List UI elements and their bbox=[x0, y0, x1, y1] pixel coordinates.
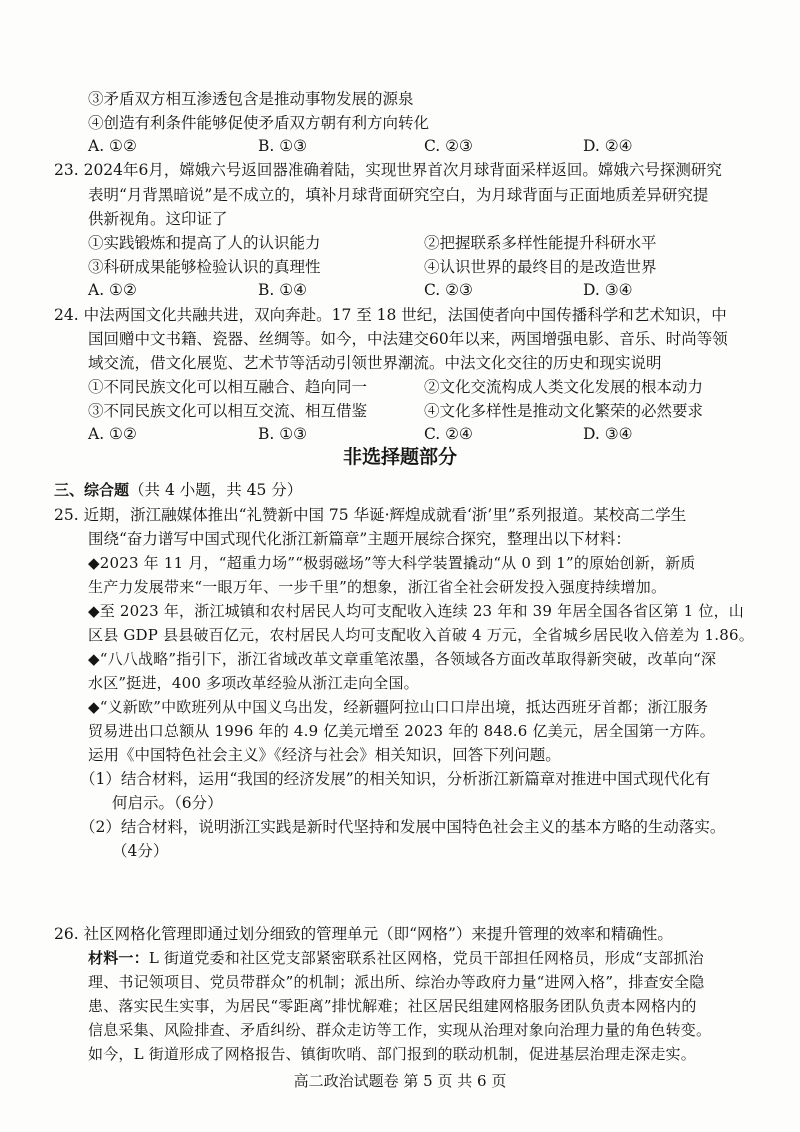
q25-bullet-1-line-1: ◆2023 年 11 月，“超重力场”“极弱磁场”等大科学装置撬动“从 0 到 1”的原始创新，新质 bbox=[88, 554, 696, 572]
q26-material-1-line-3: 患、落实民生实事，为居民“零距离”排忧解难；社区居民组建网格服务团队负责本网格内的 bbox=[88, 997, 697, 1015]
q25-bullet-3-line-1: ◆“八八战略”指引下，浙江省域改革文章重笔浓墨，各领域各方面改革取得新突破，改革向“深 bbox=[88, 650, 717, 668]
q26-material-1-text-1: L 街道党委和社区党支部紧密联系社区网格，党员干部担任网格员，形成“支部抓治 bbox=[148, 949, 704, 967]
q22-item-3: ③矛盾双方相互渗透包含是推动事物发展的源泉 bbox=[88, 90, 414, 108]
q23-item-1: ①实践锻炼和提高了人的认识能力 bbox=[88, 234, 321, 252]
q25-bullet-2-line-2: 区县 GDP 县县破百亿元，农村居民人均可支配收入首破 4 万元，全省城乡居民收入倍差为 1.86。 bbox=[88, 626, 754, 644]
q25-bullet-3-line-2: 水区”挺进，400 多项改革经验从浙江走向全国。 bbox=[88, 674, 419, 692]
q25-sub-2-line-2: （4分） bbox=[112, 842, 169, 860]
q24-item-1: ①不同民族文化可以相互融合、趋向同一 bbox=[88, 378, 368, 396]
q23-item-2: ②把握联系多样性能提升科研水平 bbox=[424, 234, 657, 252]
q22-option-c: C. ②③ bbox=[424, 137, 473, 155]
q24-option-a: A. ①② bbox=[88, 425, 137, 443]
page-footer: 高二政治试题卷 第 5 页 共 6 页 bbox=[293, 1072, 507, 1090]
q24-option-d: D. ③④ bbox=[583, 425, 633, 443]
q26-stem-line-1: 26. 社区网格化管理即通过划分细致的管理单元（即“网格”）来提升管理的效率和精确性。 bbox=[54, 925, 673, 943]
q25-bullet-4-line-1: ◆“义新欧”中欧班列从中国义乌出发，经新疆阿拉山口口岸出境，抵达西班牙首都；浙江服务 bbox=[88, 698, 709, 716]
q23-stem-line-1: 23. 2024年6月，嫦娥六号返回器准确着陆，实现世界首次月球背面采样返回。嫦娥六号探测研究 bbox=[54, 161, 722, 179]
q23-stem-line-3: 供新视角。这印证了 bbox=[88, 210, 228, 228]
q24-stem-line-2: 国回赠中文书籍、瓷器、丝绸等。如今，中法建交60年以来，两国增强电影、音乐、时尚等领 bbox=[88, 330, 728, 348]
q25-bullet-4-line-2: 贸易进出口总额从 1996 年的 4.9 亿美元增至 2023 年的 848.6 亿美元，居全国第一方阵。 bbox=[88, 722, 715, 740]
q26-material-1-line-1 bbox=[88, 945, 704, 971]
q25-bullet-1-line-2: 生产力发展带来“一眼万年、一步千里”的想象，浙江省全社会研发投入强度持续增加。 bbox=[88, 578, 667, 596]
q25-stem-line-2: 围绕“奋力谱写中国式现代化浙江新篇章”主题开展综合探究，整理出以下材料： bbox=[88, 530, 631, 548]
q25-instruction: 运用《中国特色社会主义》《经济与社会》相关知识，回答下列问题。 bbox=[88, 746, 561, 764]
q24-item-2: ②文化交流构成人类文化发展的根本动力 bbox=[424, 378, 704, 396]
section-title: 非选择题部分 bbox=[342, 446, 457, 468]
q25-sub-1-line-1: （1）结合材料，运用“我国的经济发展”的相关知识，分析浙江新篇章对推进中国式现代化有 bbox=[80, 770, 711, 788]
q23-item-4: ④认识世界的最终目的是改造世界 bbox=[424, 258, 657, 276]
q22-option-b: B. ①③ bbox=[258, 137, 308, 155]
section-3-heading bbox=[54, 477, 302, 503]
q24-option-b: B. ①③ bbox=[258, 425, 308, 443]
q23-stem-line-2: 表明“月背黑暗说”是不成立的，填补月球背面研究空白，为月球背面与正面地质差异研究提 bbox=[88, 186, 709, 204]
q23-option-b: B. ①④ bbox=[258, 281, 308, 299]
q23-option-a: A. ①② bbox=[88, 281, 137, 299]
q24-stem-line-3: 域交流，借文化展览、艺术节等活动引领世界潮流。中法文化交往的历史和现实说明 bbox=[88, 354, 662, 372]
q25-sub-1-line-2: 何启示。（6分） bbox=[112, 794, 223, 812]
q24-stem-line-1: 24. 中法两国文化共融共进，双向奔赴。17 至 18 世纪，法国使者向中国传播科学和艺术知识，中 bbox=[54, 306, 727, 324]
q26-material-1-line-2: 理、书记领项目、党员带群众”的机制；派出所、综治办等政府力量“进网入格”，排查安全隐 bbox=[88, 973, 705, 991]
q24-item-4: ④文化多样性是推动文化繁荣的必然要求 bbox=[424, 402, 704, 420]
q24-option-c: C. ②④ bbox=[424, 425, 473, 443]
q26-material-1-line-5: 如今，L 街道形成了网格报告、镇街吹哨、部门报到的联动机制，促进基层治理走深走实。 bbox=[88, 1045, 696, 1063]
q22-option-d: D. ②④ bbox=[583, 137, 633, 155]
q23-option-d: D. ③④ bbox=[583, 281, 633, 299]
section-3-label: 三、综合题 bbox=[54, 481, 130, 499]
q23-item-3: ③科研成果能够检验认识的真理性 bbox=[88, 258, 321, 276]
q24-item-3: ③不同民族文化可以相互交流、相互借鉴 bbox=[88, 402, 368, 420]
q26-material-1-line-4: 信息采集、风险排查、矛盾纠纷、群众走访等工作，实现从治理对象向治理力量的角色转变。 bbox=[88, 1021, 712, 1039]
q25-stem-line-1: 25. 近期，浙江融媒体推出“礼赞新中国 75 华诞·辉煌成就看‘浙’里”系列报道。某校高二学生 bbox=[54, 506, 687, 524]
section-3-note: （共 4 小题，共 45 分） bbox=[129, 481, 303, 499]
q26-material-1-label: 材料一： bbox=[88, 949, 149, 967]
q23-option-c: C. ②③ bbox=[424, 281, 473, 299]
q25-sub-2-line-1: （2）结合材料，说明浙江实践是新时代坚持和发展中国特色社会主义的基本方略的生动落实。 bbox=[80, 818, 726, 836]
q22-item-4: ④创造有利条件能够促使矛盾双方朝有利方向转化 bbox=[88, 114, 430, 132]
q25-bullet-2-line-1: ◆至 2023 年，浙江城镇和农村居民人均可支配收入连续 23 年和 39 年居全国各省区第 1 位，山 bbox=[88, 602, 744, 620]
q22-option-a: A. ①② bbox=[88, 137, 137, 155]
